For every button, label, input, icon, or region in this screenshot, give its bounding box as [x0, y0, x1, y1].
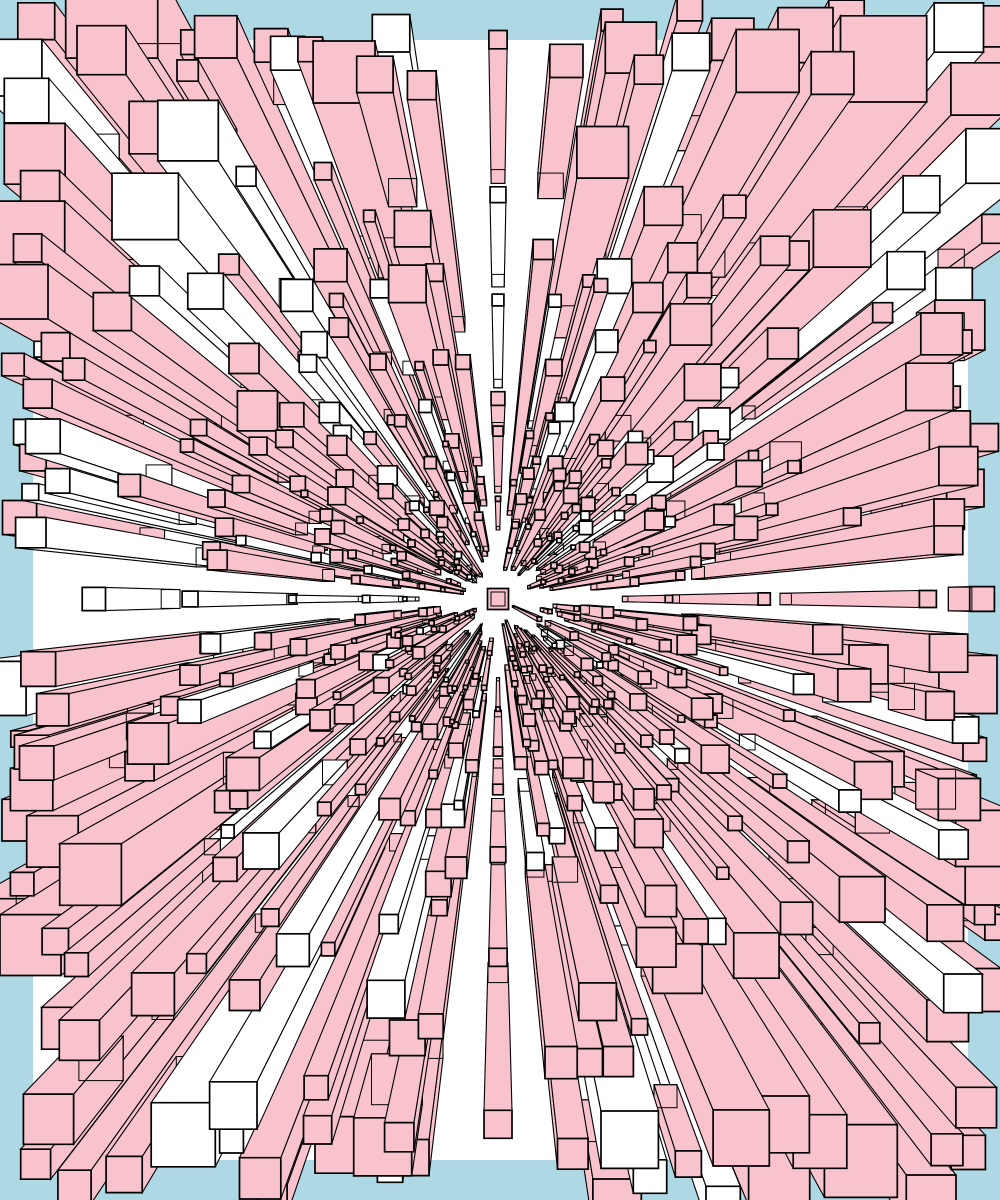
perspective-box — [494, 710, 503, 756]
perspective-box — [948, 587, 994, 612]
perspective-box — [493, 759, 504, 795]
perspective-box — [493, 426, 503, 493]
perspective-box — [489, 31, 507, 184]
perspective-box — [492, 294, 504, 388]
perspective-box — [362, 595, 404, 602]
perspective-box — [182, 591, 297, 607]
perspective-box — [490, 187, 506, 287]
perspective-box — [495, 496, 500, 530]
perspective-box — [82, 587, 180, 610]
perspective-box — [490, 799, 506, 863]
perspective-box — [671, 593, 770, 605]
perspective-box — [289, 595, 364, 603]
perspective-box — [622, 595, 672, 602]
perspective-box — [403, 597, 419, 601]
perspective-box — [496, 678, 500, 712]
perspective-box — [780, 591, 936, 608]
perspective-box — [484, 963, 512, 1139]
perspective-box — [489, 852, 507, 967]
center-box — [488, 589, 509, 610]
perspective-box — [916, 769, 981, 820]
